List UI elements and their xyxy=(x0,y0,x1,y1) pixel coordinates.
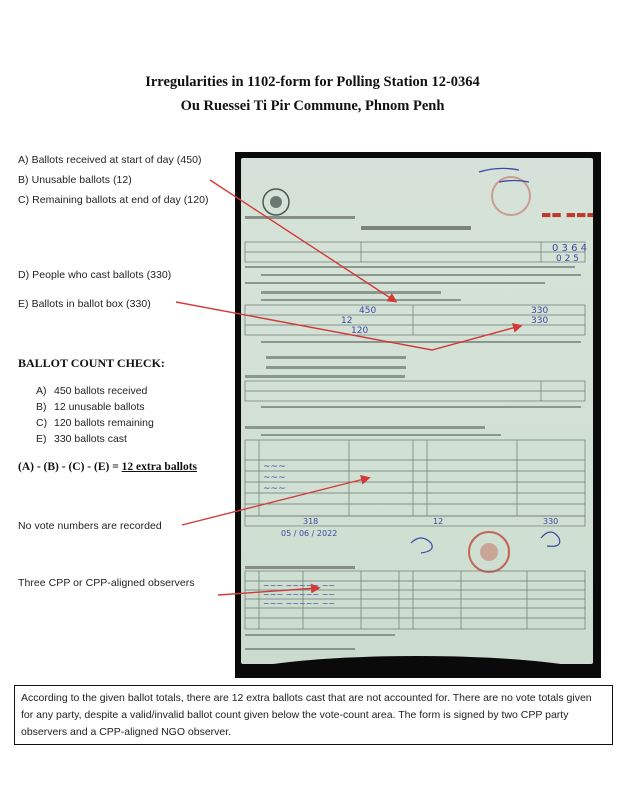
check-item xyxy=(36,399,154,415)
check-key: B) xyxy=(36,401,47,413)
ballot-formula xyxy=(18,461,197,473)
svg-text:~~~ ~~~~~ ~~: ~~~ ~~~~~ ~~ xyxy=(263,581,336,590)
check-key: A) xyxy=(36,385,47,397)
annotation-b: B) Unusable ballots (12) xyxy=(18,174,132,186)
annotation-a: A) Ballots received at start of day (450) xyxy=(18,154,202,166)
check-text: 12 unusable ballots xyxy=(54,401,145,413)
check-text: 120 ballots remaining xyxy=(54,417,154,429)
page-title: Irregularities in 1102-form for Polling Station 12-0364 xyxy=(145,74,480,90)
formula-result: 12 extra ballots xyxy=(121,461,198,473)
check-item xyxy=(36,383,154,399)
check-item xyxy=(36,415,154,431)
summary-box: According to the given ballot totals, there are 12 extra ballots cast that are not accounted for. There are no vote totals given for any party, despite a valid/invalid ballot count given below the vote-count area. The form is signed by two CPP party observers and a CPP-aligned NGO observer. xyxy=(14,685,613,745)
svg-text:0 2 5: 0 2 5 xyxy=(556,254,579,264)
annotation-e: E) Ballots in ballot box (330) xyxy=(18,298,151,310)
svg-text:120: 120 xyxy=(351,326,369,336)
svg-text:318: 318 xyxy=(303,517,319,526)
svg-text:330: 330 xyxy=(531,306,549,316)
annotation-observers: Three CPP or CPP-aligned observers xyxy=(18,577,195,589)
check-key: E) xyxy=(36,433,47,445)
ballot-check-list xyxy=(36,383,154,447)
svg-text:05 / 06 / 2022: 05 / 06 / 2022 xyxy=(281,529,338,538)
svg-text:~~~: ~~~ xyxy=(263,484,286,494)
svg-text:0 3 6 4: 0 3 6 4 xyxy=(552,243,587,254)
svg-text:12: 12 xyxy=(341,316,353,326)
stamp-icon xyxy=(492,177,530,215)
svg-text:12: 12 xyxy=(433,517,444,526)
form-paper xyxy=(241,158,593,664)
formula-expression: (A) - (B) - (C) - (E) = xyxy=(18,461,122,473)
svg-text:450: 450 xyxy=(359,306,377,316)
check-item xyxy=(36,431,154,447)
annotation-d: D) People who cast ballots (330) xyxy=(18,269,172,281)
annotation-c: C) Remaining ballots at end of day (120) xyxy=(18,194,209,206)
svg-text:330: 330 xyxy=(543,517,559,526)
annotation-no-votes: No vote numbers are recorded xyxy=(18,520,162,532)
check-key: C) xyxy=(36,417,48,429)
check-text: 330 ballots cast xyxy=(54,433,127,445)
ballot-check-heading: BALLOT COUNT CHECK: xyxy=(18,356,165,370)
emblem-icon xyxy=(263,189,289,215)
svg-text:▬▬ ▬▬▬: ▬▬ ▬▬▬ xyxy=(541,208,593,221)
svg-text:~~~ ~~~~~ ~~: ~~~ ~~~~~ ~~ xyxy=(263,599,336,608)
page-subtitle: Ou Ruessei Ti Pir Commune, Phnom Penh xyxy=(180,98,445,114)
svg-text:~~~ ~~~~~ ~~: ~~~ ~~~~~ ~~ xyxy=(263,590,336,599)
svg-text:330: 330 xyxy=(531,316,549,326)
svg-text:~~~: ~~~ xyxy=(263,462,286,472)
svg-text:~~~: ~~~ xyxy=(263,473,286,483)
form-content-sketch xyxy=(241,158,593,664)
form-photo xyxy=(235,152,601,678)
check-text: 450 ballots received xyxy=(54,385,148,397)
